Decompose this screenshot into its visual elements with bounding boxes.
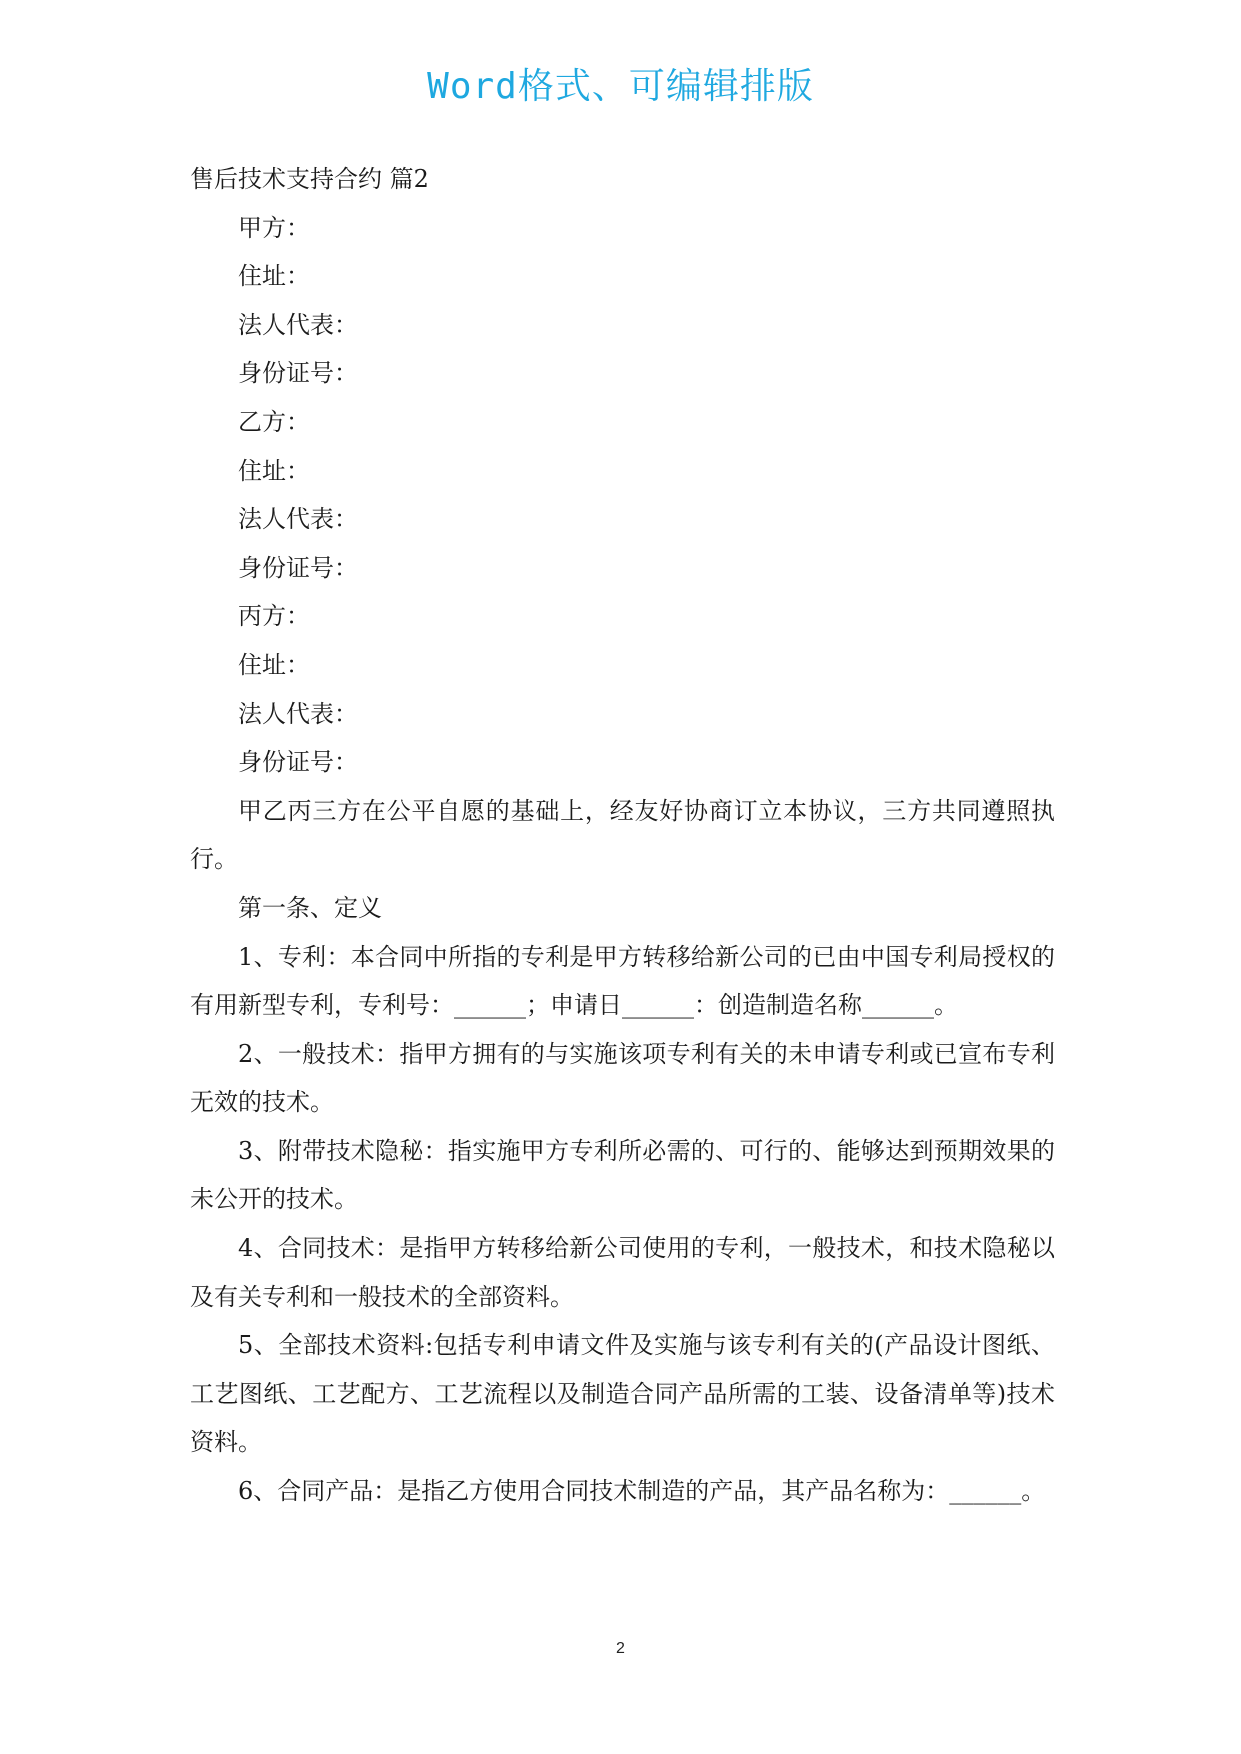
definition-patent: 1、专利：本合同中所指的专利是甲方转移给新公司的已由中国专利局授权的有用新型专利，专利号：______；申请日______：创造制造名称______。 <box>190 942 1055 1020</box>
definition-contract-technology: 4、合同技术：是指甲方转移给新公司使用的专利，一般技术，和技术隐秘以及有关专利和一般技术的全部资料。 <box>190 1234 1055 1311</box>
party-b-address-label: 住址： <box>238 456 310 485</box>
party-a-id-label: 身份证号： <box>238 359 358 388</box>
article-heading: 第一条、定义 <box>238 893 382 922</box>
definition-technical-secrets: 3、附带技术隐秘：指实施甲方专利所必需的、可行的、能够达到预期效果的未公开的技术。 <box>190 1136 1055 1214</box>
party-c-legal-rep-label: 法人代表： <box>238 699 358 728</box>
document-title: 售后技术支持合约 篇2 <box>190 165 429 193</box>
party-a-label: 甲方： <box>238 213 310 242</box>
party-b-legal-rep-label: 法人代表： <box>238 505 358 534</box>
party-b-id-label: 身份证号： <box>238 553 358 582</box>
definition-contract-product: 6、合同产品：是指乙方使用合同技术制造的产品，其产品名称为：______。 <box>238 1477 1046 1506</box>
intro-paragraph: 甲乙丙三方在公平自愿的基础上，经友好协商订立本协议，三方共同遵照执行。 <box>190 796 1055 874</box>
party-b-label: 乙方： <box>238 407 310 436</box>
party-c-label: 丙方： <box>238 602 310 631</box>
party-c-address-label: 住址： <box>238 650 310 679</box>
party-a-legal-rep-label: 法人代表： <box>238 310 358 339</box>
definition-general-technology: 2、一般技术：指甲方拥有的与实施该项专利有关的未申请专利或已宣布专利无效的技术。 <box>190 1039 1055 1117</box>
party-a-address-label: 住址： <box>238 262 310 291</box>
document-body <box>190 155 1055 1516</box>
page-number: 2 <box>616 1640 625 1657</box>
definition-technical-materials: 5、全部技术资料:包括专利申请文件及实施与该专利有关的(产品设计图纸、工艺图纸、工艺配方、工艺流程以及制造合同产品所需的工装、设备清单等)技术资料。 <box>190 1331 1055 1457</box>
header-banner: Word格式、可编辑排版 <box>427 66 814 107</box>
party-c-id-label: 身份证号： <box>238 748 358 777</box>
